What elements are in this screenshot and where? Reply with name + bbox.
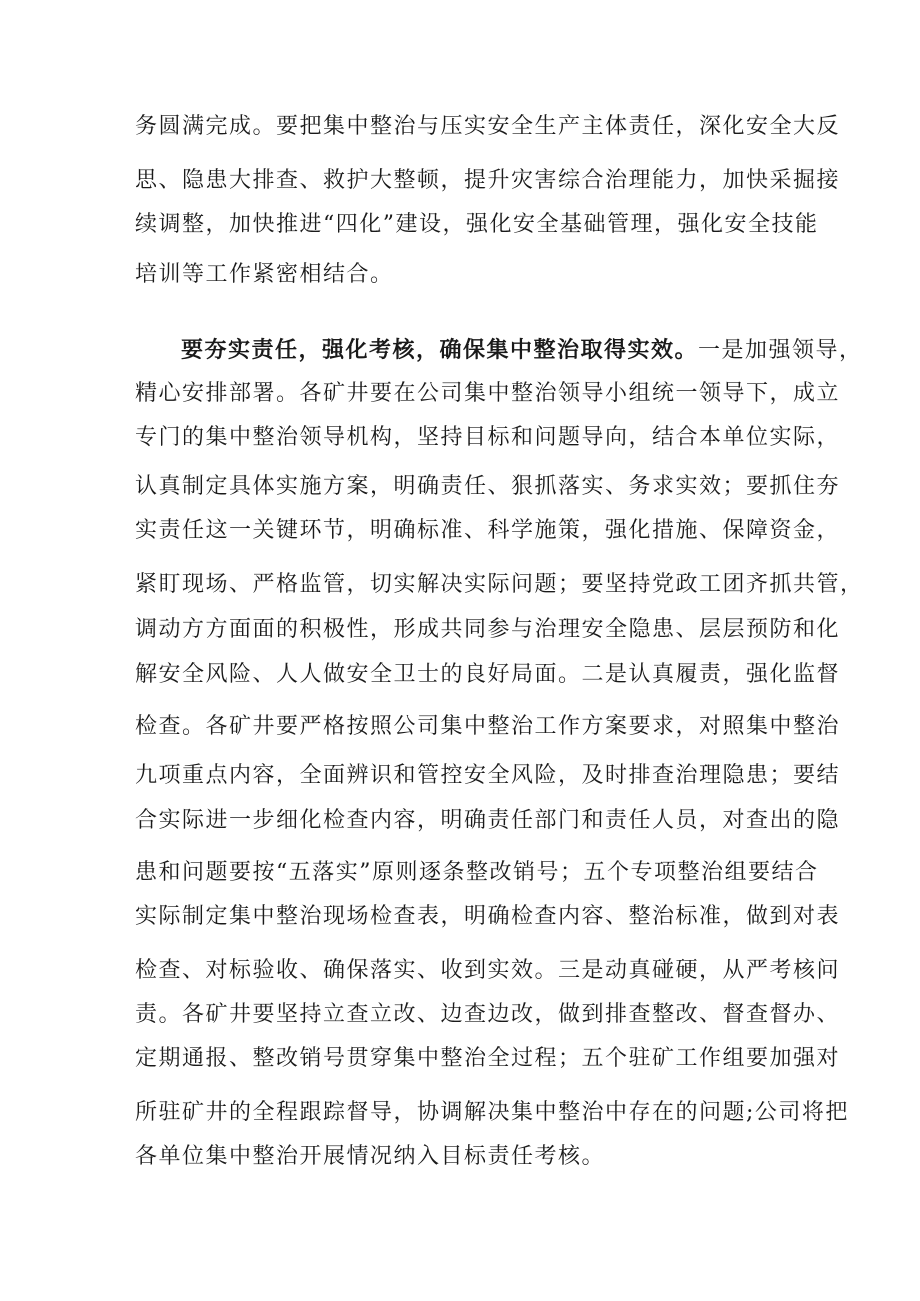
- text-line: 责。各矿井要坚持立查立改、边查边改，做到排查整改、督查督办、: [135, 1002, 841, 1027]
- text-line: 思、隐患大排查、救护大整顿，提升灾害综合治理能力，加快采掘接: [135, 168, 841, 193]
- text-line: 定期通报、整改销号贯穿集中整治全过程；五个驻矿工作组要加强对: [135, 1046, 841, 1071]
- text-line: 实责任这一关键环节，明确标准、科学施策，强化措施、保障资金，: [135, 518, 841, 543]
- paragraph-first-line: [181, 330, 863, 370]
- text-line: 调动方方面面的积极性，形成共同参与治理安全隐患、层层预防和化: [135, 617, 841, 642]
- text-line: 务圆满完成。要把集中整治与压实安全生产主体责任，深化安全大反: [135, 114, 841, 139]
- text-line: 九项重点内容，全面辨识和管控安全风险，及时排查治理隐患；要结: [135, 763, 841, 788]
- text-line: 解安全风险、人人做安全卫士的良好局面。二是认真履责，强化监督: [135, 662, 841, 687]
- text-line: 培训等工作紧密相结合。: [135, 262, 394, 287]
- text-line: 各单位集中整治开展情况纳入目标责任考核。: [135, 1144, 606, 1169]
- text-line: 精心安排部署。各矿井要在公司集中整治领导小组统一领导下，成立: [135, 381, 841, 406]
- text-line: 患和问题要按“五落实”原则逐条整改销号；五个专项整治组要结合: [135, 860, 819, 885]
- text-line: 续调整，加快推进“四化”建设，强化安全基础管理，强化安全技能: [135, 212, 819, 237]
- text-line: 检查。各矿井要严格按照公司集中整治工作方案要求，对照集中整治: [135, 714, 841, 739]
- text-line: 所驻矿井的全程跟踪督导，协调解决集中整治中存在的问题;公司将把: [135, 1100, 849, 1125]
- text-line: 实际制定集中整治现场检查表，明确检查内容、整治标准，做到对表: [135, 904, 841, 929]
- text-line: 检查、对标验收、确保落实、收到实效。三是动真碰硬，从严考核问: [135, 958, 841, 983]
- text-line: 紧盯现场、严格监管，切实解决实际问题；要坚持党政工团齐抓共管，: [135, 572, 864, 597]
- text-line: 合实际进一步细化检查内容，明确责任部门和责任人员，对查出的隐: [135, 808, 841, 833]
- text-run: 一是加强领导，: [698, 338, 863, 363]
- text-line: 专门的集中整治领导机构，坚持目标和问题导向，结合本单位实际，: [135, 425, 841, 450]
- text-line: 认真制定具体实施方案，明确责任、狠抓落实、务求实效；要抓住夯: [135, 474, 841, 499]
- paragraph-heading: 要夯实责任，强化考核，确保集中整治取得实效。: [181, 337, 699, 363]
